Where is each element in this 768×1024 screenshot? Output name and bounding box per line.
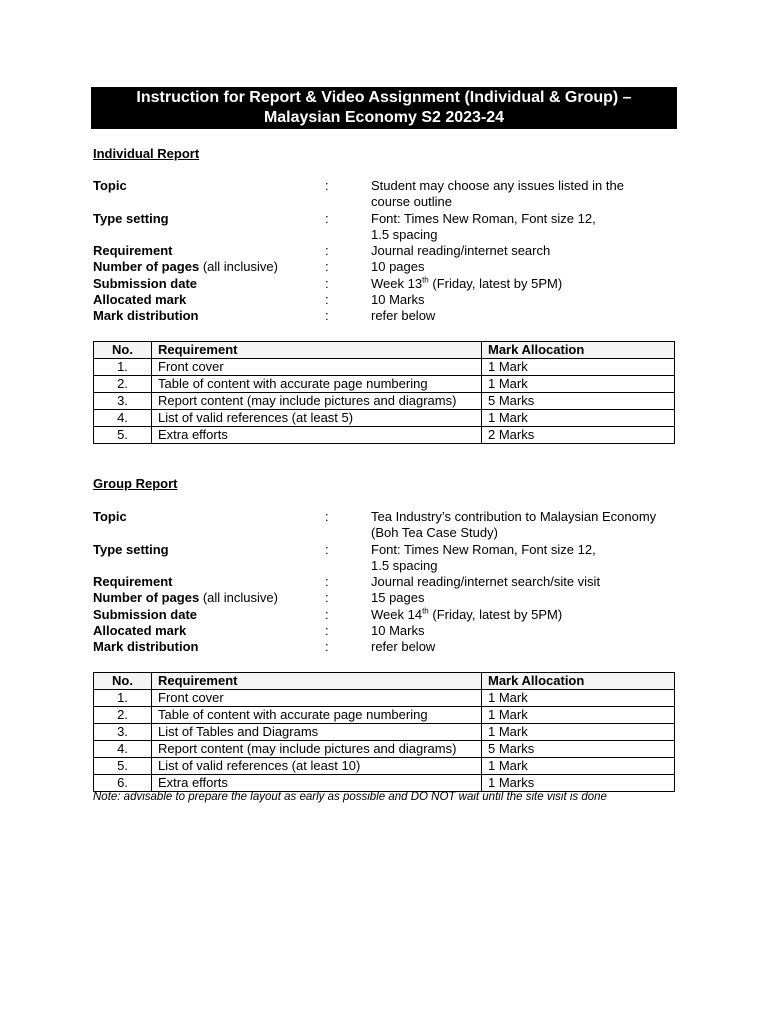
field-submission-date xyxy=(93,607,683,623)
field-topic xyxy=(93,509,683,542)
table-row xyxy=(94,376,675,393)
field-label: Mark distribution xyxy=(93,639,199,655)
table-row xyxy=(94,393,675,410)
value-sup: th xyxy=(422,606,429,616)
field-value xyxy=(371,607,683,623)
cell-no: 6. xyxy=(94,775,152,792)
cell-mark: 5 Marks xyxy=(482,741,675,758)
individual-mark-table xyxy=(93,341,675,444)
table-header-row xyxy=(94,342,675,359)
cell-requirement: Report content (may include pictures and diagrams) xyxy=(152,393,482,410)
field-value: 10 Marks xyxy=(371,623,425,639)
header-requirement: Requirement xyxy=(152,342,482,359)
header-mark-allocation: Mark Allocation xyxy=(482,673,675,690)
cell-no: 2. xyxy=(94,376,152,393)
cell-mark: 1 Mark xyxy=(482,690,675,707)
cell-requirement: Front cover xyxy=(152,359,482,376)
colon: : xyxy=(325,275,329,291)
table-row xyxy=(94,741,675,758)
table-row xyxy=(94,775,675,792)
cell-no: 3. xyxy=(94,393,152,410)
field-requirement xyxy=(93,574,683,590)
field-type-setting xyxy=(93,211,683,244)
field-label: Mark distribution xyxy=(93,308,199,324)
field-value: Journal reading/internet search xyxy=(371,243,551,259)
cell-mark: 1 Mark xyxy=(482,410,675,427)
value-post: (Friday, latest by 5PM) xyxy=(428,275,563,291)
value-pre: Week 14 xyxy=(371,606,423,622)
colon: : xyxy=(325,623,329,639)
header-no: No. xyxy=(94,342,152,359)
cell-mark: 1 Mark xyxy=(482,359,675,376)
cell-no: 5. xyxy=(94,427,152,444)
field-label: Topic xyxy=(93,178,127,193)
cell-mark: 1 Marks xyxy=(482,775,675,792)
table-row xyxy=(94,758,675,775)
field-allocated-mark xyxy=(93,623,683,639)
cell-requirement: Extra efforts xyxy=(152,775,482,792)
field-value: refer below xyxy=(371,639,436,655)
colon: : xyxy=(325,178,329,193)
field-value xyxy=(371,276,683,292)
colon: : xyxy=(325,308,329,324)
cell-no: 4. xyxy=(94,741,152,758)
header-mark-allocation: Mark Allocation xyxy=(482,342,675,359)
cell-requirement: List of valid references (at least 5) xyxy=(152,410,482,427)
field-number-of-pages xyxy=(93,590,683,606)
title-line-1: Instruction for Report & Video Assignment (Individual & Group) – xyxy=(136,89,632,106)
cell-mark: 1 Mark xyxy=(482,707,675,724)
field-label: Type setting xyxy=(93,210,169,226)
field-topic xyxy=(93,178,683,211)
field-value: Tea Industry’s contribution to Malaysian Economy xyxy=(371,509,657,524)
cell-no: 5. xyxy=(94,758,152,775)
cell-requirement: List of valid references (at least 10) xyxy=(152,758,482,775)
cell-mark: 1 Mark xyxy=(482,724,675,741)
field-requirement xyxy=(93,243,683,259)
table-row xyxy=(94,707,675,724)
field-label: Topic xyxy=(93,509,127,524)
field-label: Type setting xyxy=(93,541,169,557)
group-mark-table xyxy=(93,672,675,792)
group-fields xyxy=(93,509,683,656)
colon: : xyxy=(325,292,329,308)
field-value: course outline xyxy=(371,194,452,210)
colon: : xyxy=(325,210,329,226)
value-post: (Friday, latest by 5PM) xyxy=(428,606,563,622)
field-value: Font: Times New Roman, Font size 12, xyxy=(371,541,596,557)
colon: : xyxy=(325,574,329,590)
colon: : xyxy=(325,509,329,524)
field-value: Font: Times New Roman, Font size 12, xyxy=(371,210,596,226)
cell-no: 1. xyxy=(94,359,152,376)
site-visit-note: Note: advisable to prepare the layout as early as possible and DO NOT wait until the site visit is done xyxy=(93,791,607,803)
colon: : xyxy=(325,590,329,606)
field-label: Number of pages xyxy=(93,259,200,275)
individual-fields xyxy=(93,178,683,325)
field-mark-distribution xyxy=(93,639,683,655)
field-label: Allocated mark xyxy=(93,623,187,639)
cell-mark: 5 Marks xyxy=(482,393,675,410)
cell-mark: 1 Mark xyxy=(482,758,675,775)
field-label-note: (all inclusive) xyxy=(202,590,278,606)
cell-requirement: Table of content with accurate page numbering xyxy=(152,707,482,724)
cell-requirement: Report content (may include pictures and diagrams) xyxy=(152,741,482,758)
group-report-heading: Group Report xyxy=(93,476,178,491)
cell-no: 3. xyxy=(94,724,152,741)
colon: : xyxy=(325,606,329,622)
colon: : xyxy=(325,639,329,655)
cell-requirement: List of Tables and Diagrams xyxy=(152,724,482,741)
field-value: 15 pages xyxy=(371,590,425,606)
colon: : xyxy=(325,259,329,275)
field-label: Allocated mark xyxy=(93,292,187,308)
cell-mark: 2 Marks xyxy=(482,427,675,444)
field-value: (Boh Tea Case Study) xyxy=(371,525,498,541)
field-label-note: (all inclusive) xyxy=(202,259,278,275)
table-row xyxy=(94,690,675,707)
field-value: 10 pages xyxy=(371,259,425,275)
table-row xyxy=(94,359,675,376)
field-allocated-mark xyxy=(93,292,683,308)
field-value: Student may choose any issues listed in the xyxy=(371,178,624,193)
cell-requirement: Extra efforts xyxy=(152,427,482,444)
cell-no: 2. xyxy=(94,707,152,724)
table-header-row xyxy=(94,673,675,690)
field-label: Number of pages xyxy=(93,590,200,606)
field-type-setting xyxy=(93,542,683,575)
title-line-2: Malaysian Economy S2 2023-24 xyxy=(263,109,505,126)
colon: : xyxy=(325,541,329,557)
field-label: Requirement xyxy=(93,574,173,590)
field-value: refer below xyxy=(371,308,436,324)
field-value: 1.5 spacing xyxy=(371,226,438,242)
table-row xyxy=(94,724,675,741)
field-value: 1.5 spacing xyxy=(371,557,438,573)
field-number-of-pages xyxy=(93,259,683,275)
colon: : xyxy=(325,243,329,259)
cell-mark: 1 Mark xyxy=(482,376,675,393)
field-value: Journal reading/internet search/site visit xyxy=(371,574,601,590)
cell-no: 1. xyxy=(94,690,152,707)
field-value: 10 Marks xyxy=(371,292,425,308)
field-submission-date xyxy=(93,276,683,292)
table-row xyxy=(94,427,675,444)
field-label: Requirement xyxy=(93,243,173,259)
field-label: Submission date xyxy=(93,606,198,622)
value-sup: th xyxy=(422,275,429,285)
field-label: Submission date xyxy=(93,275,198,291)
cell-requirement: Table of content with accurate page numbering xyxy=(152,376,482,393)
value-pre: Week 13 xyxy=(371,275,423,291)
cell-no: 4. xyxy=(94,410,152,427)
header-no: No. xyxy=(94,673,152,690)
document-title xyxy=(91,87,677,129)
individual-report-heading: Individual Report xyxy=(93,146,200,161)
field-mark-distribution xyxy=(93,308,683,324)
header-requirement: Requirement xyxy=(152,673,482,690)
table-row xyxy=(94,410,675,427)
cell-requirement: Front cover xyxy=(152,690,482,707)
